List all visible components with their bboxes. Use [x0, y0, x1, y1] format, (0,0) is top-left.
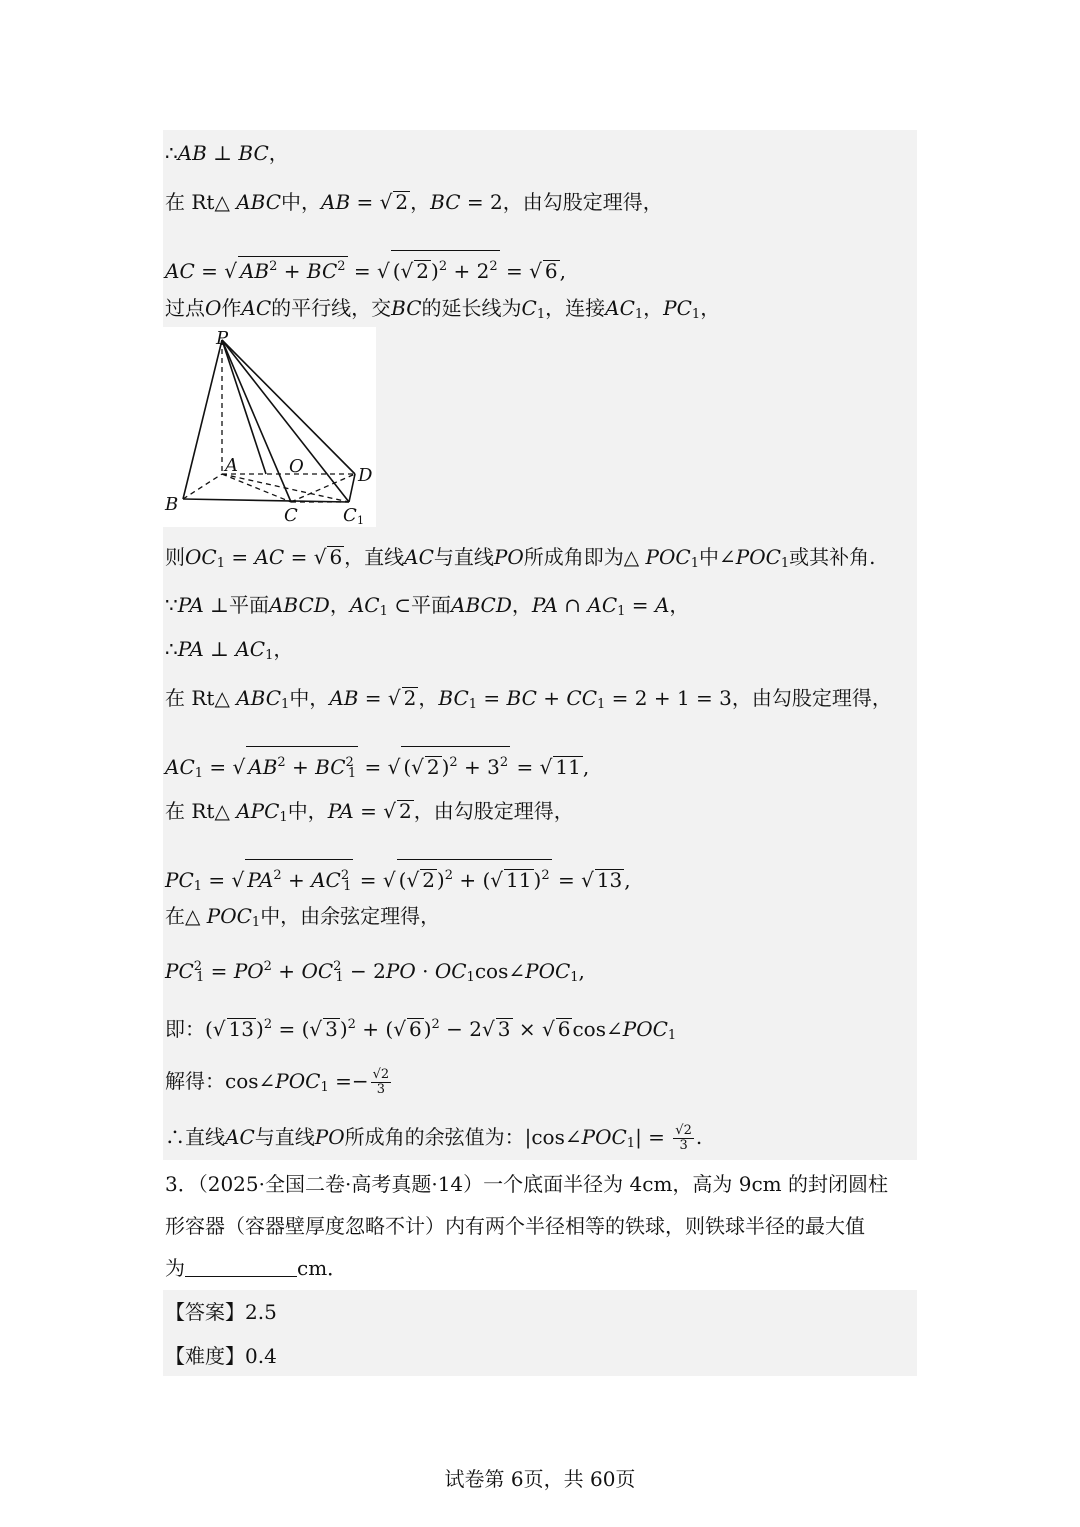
solution-line-1: ∴AB ⊥ BC， — [165, 141, 289, 165]
pyramid-figure — [163, 327, 376, 527]
question-number: 3． — [165, 1172, 198, 1196]
label-C1-subscript: 1 — [357, 514, 364, 527]
page-footer: 试卷第 6页，共 60页 — [444, 1467, 636, 1491]
solution-line-15: 解得：$\cos\angle POC_1$ =− $\frac{√2}{3}$ — [165, 1067, 390, 1097]
solution-line-11: $PC_1$ = √ $PA^2 + AC^2_1$ = √ (√ 2 )$^2$ + (√ 11 )$^2$ = √ 13 , — [165, 859, 631, 899]
label-C: C — [284, 505, 298, 526]
solution-line-12: 在△ $POC_1$中，由余弦定理得， — [165, 904, 441, 930]
solution-line-16: ∴直线AC与直线PO所成角的余弦值为：$|\cos\angle POC_1|$ = $\frac{√2}{3}$ . — [165, 1123, 703, 1153]
label-C1: C — [343, 505, 357, 526]
answer-line — [165, 1300, 277, 1324]
solution-line-3: AC = √ $AB^2 + BC^2$ = √ (√ 2 )$^2 + 2^2$ = √ 6 , — [165, 250, 566, 283]
solution-line-8: 在 Rt△ $ABC_1$中，AB = √ 2 ，$BC_1$ = BC + $CC_1 = 2 + 1 = 3$，由勾股定理得， — [165, 686, 892, 712]
question-source: （2025·全国二卷·高考真题·14） — [197, 1172, 484, 1196]
solution-line-14: 即：(√ 13 )$^2$ = (√ 3 )$^2$ + (√ 6 )$^2$ − 2√ 3 × √ 6 $\cos\angle POC_1$ — [165, 1017, 677, 1043]
solution-line-10: 在 Rt△ $APC_1$中，PA = √ 2 ，由勾股定理得， — [165, 799, 574, 825]
solution-line-9: $AC_1$ = √ $AB^2 + BC^2_1$ = √ (√ 2 )$^2 + 3^2$ = √ 11 , — [165, 746, 589, 786]
pyramid-diagram — [163, 327, 376, 527]
label-O: O — [289, 456, 304, 477]
answer-value: 2.5 — [245, 1300, 277, 1324]
difficulty-line — [165, 1344, 277, 1368]
solution-line-7: ∴PA ⊥ $AC_1$， — [165, 637, 294, 663]
fraction: $\frac{√2}{3}$ — [372, 1067, 390, 1097]
difficulty-value: 0.4 — [245, 1344, 277, 1368]
label-D: D — [358, 465, 373, 486]
solution-line-6: ∵PA ⊥平面ABCD，$AC_1$ ⊂平面ABCD，PA ∩ $AC_1 = A$， — [165, 593, 690, 619]
answer-blank — [185, 1256, 297, 1277]
solution-line-2: 在 Rt△ ABC中，AB = √ 2 ，BC = 2，由勾股定理得， — [165, 190, 663, 214]
solution-line-4: 过点O作AC的平行线，交BC的延长线为$C_1$，连接$AC_1$，$PC_1$， — [165, 296, 721, 322]
therefore-symbol: ∴ — [165, 141, 178, 165]
answer-label: 【答案】 — [165, 1300, 245, 1324]
label-B: B — [165, 494, 179, 515]
label-A: A — [225, 455, 238, 476]
solution-line-5: 则$OC_1$ = AC = √ 6 ，直线AC与直线PO所成角即为△ $POC_1$中$\angle POC_1$或其补角. — [165, 545, 876, 571]
question-3: 3．（2025·全国二卷·高考真题·14）一个底面半径为 4cm，高为 9cm 的封闭圆柱 形容器（容器壁厚度忽略不计）内有两个半径相等的铁球，则铁球半径的最大值 为 cm． — [165, 1172, 889, 1280]
label-P: P — [216, 328, 229, 349]
difficulty-label: 【难度】 — [165, 1344, 245, 1368]
fraction: $\frac{√2}{3}$ — [675, 1123, 692, 1153]
solution-line-13: $PC^2_1 = PO^2 + OC^2_1 - 2PO$ · $OC_1\cos\angle POC_1$, — [165, 959, 585, 985]
